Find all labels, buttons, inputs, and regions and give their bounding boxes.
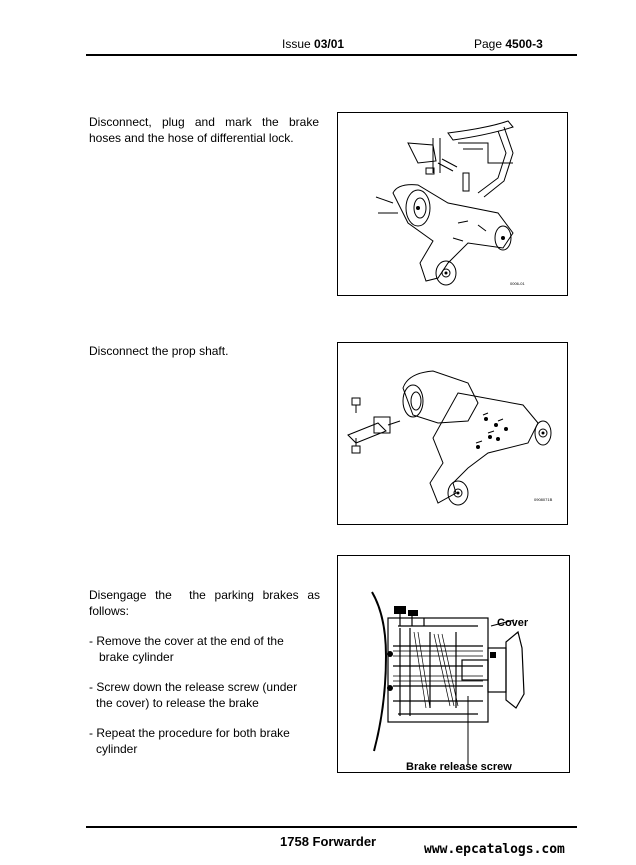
figure-2-code: 0908071B [534,497,553,502]
bullet-repeat [89,725,320,757]
hose-diagram [338,113,567,295]
issue-label-text: Issue [282,37,311,51]
bullet-2-line-1: - Screw down the release screw (under [89,680,298,694]
step-2-figure [337,342,568,525]
bullet-1-line-1: - Remove the cover at the end of the [89,634,284,648]
brake-release-screw-callout: Brake release screw [406,761,512,772]
step-1-line-1: Disconnect, plug and mark the brake [89,115,319,129]
bullet-2-line-2: the cover) to release the brake [96,696,259,710]
step-1-line-2: hoses and the hose of differential lock. [89,131,294,145]
cover-callout: Cover [497,617,529,629]
watermark: www.epcatalogs.com [424,842,565,857]
bullet-3-line-1: - Repeat the procedure for both brake [89,726,290,740]
page-number-value: 4500-3 [505,37,543,51]
bullet-1-line-2: brake cylinder [99,650,174,664]
bullet-3-line-2: cylinder [96,742,138,756]
step-3-figure [337,555,570,773]
issue-label [282,37,344,51]
step-1-text [89,114,319,146]
page-number [474,37,543,51]
step-1-figure [337,112,568,296]
prop-shaft-diagram [338,343,567,524]
footer-title: 1758 Forwarder [280,834,377,849]
page-label-text: Page [474,37,503,51]
issue-number: 03/01 [314,37,345,51]
step-3-text [89,587,320,771]
figure-1-code: 0006-01 [510,281,525,286]
step-3-intro-line-1: Disengage the the parking brakes as [89,588,320,602]
header-rule [86,54,577,56]
step-3-intro-line-2: follows: [89,604,130,618]
step-2-text: Disconnect the prop shaft. [89,344,229,358]
bullet-release-screw [89,679,320,711]
bullet-remove-cover [89,633,320,665]
footer-rule [86,826,577,828]
brake-cylinder-diagram [338,556,569,772]
